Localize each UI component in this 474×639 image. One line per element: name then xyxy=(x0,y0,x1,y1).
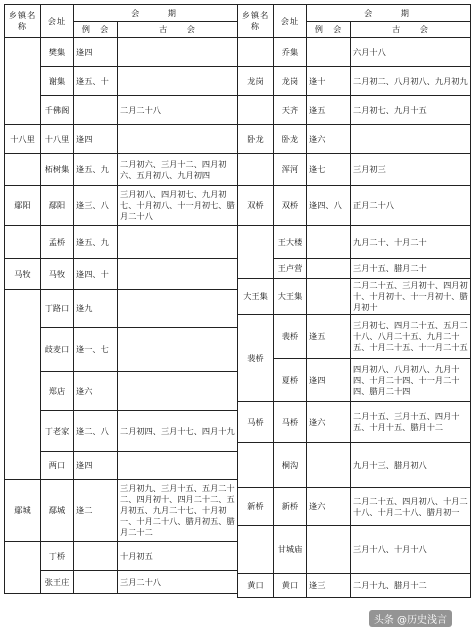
header-period-right: 会 期 xyxy=(307,5,471,22)
regular-fair-cell xyxy=(307,279,351,315)
ancient-fair-cell: 二月二十五、四月初八、十月二十八、十月二十八、腊月初一 xyxy=(351,488,471,526)
ancient-fair-cell xyxy=(118,226,238,259)
town-cell xyxy=(238,526,274,574)
ancient-fair-cell xyxy=(118,259,238,290)
site-cell: 郑店 xyxy=(41,372,74,411)
ancient-fair-cell xyxy=(118,290,238,328)
ancient-fair-cell: 三月十八、十月十八 xyxy=(351,526,471,574)
ancient-fair-cell xyxy=(118,67,238,96)
fair-schedule-page xyxy=(4,4,470,635)
regular-fair-cell: 逢四 xyxy=(307,359,351,402)
ancient-fair-cell: 三月初八、四月初七、九月初七、十月初八、十一月初七、腊月二十八 xyxy=(118,186,238,226)
regular-fair-cell: 逢四 xyxy=(74,38,118,67)
regular-fair-cell: 逢五、十 xyxy=(74,67,118,96)
town-cell xyxy=(5,154,41,186)
regular-fair-cell: 逢三 xyxy=(307,574,351,598)
ancient-fair-cell: 三月初七、四月二十五、五月二十八、八月二十五、九月二十五、十月二十五、十一月二十五 xyxy=(351,315,471,359)
site-cell: 十八里 xyxy=(41,125,74,154)
regular-fair-cell: 逢十 xyxy=(307,67,351,96)
header-site: 会址 xyxy=(41,5,74,38)
ancient-fair-cell: 六月十八 xyxy=(351,38,471,67)
left-table-body xyxy=(5,38,238,594)
ancient-fair-cell: 二月初四、三月十七、四月十九 xyxy=(118,411,238,452)
ancient-fair-cell: 三月二十八 xyxy=(118,571,238,594)
ancient-fair-cell: 二月十五、三月十五、四月十五、十月十五、腊月十二 xyxy=(351,402,471,443)
regular-fair-cell: 逢六 xyxy=(307,125,351,154)
town-cell xyxy=(238,96,274,125)
regular-fair-cell xyxy=(307,38,351,67)
table-row xyxy=(238,154,471,186)
watermark: 头条 @历史浅言 xyxy=(369,610,452,627)
town-cell: 黄口 xyxy=(238,574,274,598)
ancient-fair-cell xyxy=(118,38,238,67)
ancient-fair-cell: 二月二十五、三月初十、四月初十、十月初十、十一月初十、腊月初十 xyxy=(351,279,471,315)
site-cell: 龙岗 xyxy=(274,67,307,96)
table-row xyxy=(5,480,238,542)
town-cell xyxy=(5,542,41,594)
ancient-fair-cell: 四月初八、八月初八、九月十四、十月二十四、十一月二十四、腊月二十四 xyxy=(351,359,471,402)
site-cell: 裴桥 xyxy=(274,315,307,359)
regular-fair-cell xyxy=(307,526,351,574)
regular-fair-cell: 逢五 xyxy=(307,96,351,125)
regular-fair-cell: 逢九 xyxy=(74,290,118,328)
table-row xyxy=(5,542,238,571)
regular-fair-cell: 逢二、八 xyxy=(74,411,118,452)
regular-fair-cell: 逢三、八 xyxy=(74,186,118,226)
table-row xyxy=(238,315,471,359)
town-cell: 龙岗 xyxy=(238,67,274,96)
regular-fair-cell: 逢五、九 xyxy=(74,226,118,259)
table-row xyxy=(5,38,238,67)
table-row xyxy=(238,279,471,315)
ancient-fair-cell xyxy=(118,452,238,480)
site-cell: 甘城庙 xyxy=(274,526,307,574)
table-row xyxy=(238,443,471,488)
header-town: 乡镇名称 xyxy=(5,5,41,38)
table-row xyxy=(238,226,471,259)
table-row xyxy=(5,125,238,154)
ancient-fair-cell: 九月二十、十月二十 xyxy=(351,226,471,259)
site-cell: 马桥 xyxy=(274,402,307,443)
table-row xyxy=(238,526,471,574)
ancient-fair-cell xyxy=(351,125,471,154)
header-period: 会 期 xyxy=(74,5,238,22)
table-row xyxy=(238,96,471,125)
site-cell: 夏桥 xyxy=(274,359,307,402)
table-row xyxy=(5,259,238,290)
left-fair-table xyxy=(4,4,238,594)
site-cell: 千佛阁 xyxy=(41,96,74,125)
site-cell: 王卢营 xyxy=(274,259,307,279)
town-cell xyxy=(238,443,274,488)
town-cell xyxy=(238,38,274,67)
site-cell: 谢集 xyxy=(41,67,74,96)
table-row xyxy=(238,125,471,154)
regular-fair-cell xyxy=(74,96,118,125)
header-site-right: 会址 xyxy=(274,5,307,38)
site-cell: 卧龙 xyxy=(274,125,307,154)
site-cell: 张王庄 xyxy=(41,571,74,594)
table-row xyxy=(238,402,471,443)
regular-fair-cell xyxy=(74,542,118,571)
table-row xyxy=(238,38,471,67)
town-cell: 马桥 xyxy=(238,402,274,443)
ancient-fair-cell: 十月初五 xyxy=(118,542,238,571)
ancient-fair-cell: 二月二十八 xyxy=(118,96,238,125)
town-cell: 马牧 xyxy=(5,259,41,290)
site-cell: 歧麦口 xyxy=(41,328,74,372)
regular-fair-cell xyxy=(307,259,351,279)
regular-fair-cell: 逢一、七 xyxy=(74,328,118,372)
regular-fair-cell: 逢四、十 xyxy=(74,259,118,290)
town-cell: 卧龙 xyxy=(238,125,274,154)
regular-fair-cell: 逢四 xyxy=(74,125,118,154)
site-cell: 鄢城 xyxy=(41,480,74,542)
regular-fair-cell xyxy=(307,226,351,259)
town-cell: 鄢城 xyxy=(5,480,41,542)
table-row xyxy=(5,290,238,328)
regular-fair-cell xyxy=(307,443,351,488)
town-cell xyxy=(5,226,41,259)
table-row xyxy=(238,186,471,226)
regular-fair-cell: 逢六 xyxy=(307,402,351,443)
regular-fair-cell: 逢五 xyxy=(307,315,351,359)
town-cell: 双桥 xyxy=(238,186,274,226)
ancient-fair-cell: 二月十九、腊月十二 xyxy=(351,574,471,598)
ancient-fair-cell: 九月十三、腊月初八 xyxy=(351,443,471,488)
ancient-fair-cell: 正月二十八 xyxy=(351,186,471,226)
site-cell: 桐沟 xyxy=(274,443,307,488)
site-cell: 王大楼 xyxy=(274,226,307,259)
regular-fair-cell: 逢七 xyxy=(307,154,351,186)
town-cell xyxy=(238,154,274,186)
town-cell: 鄢阳 xyxy=(5,186,41,226)
regular-fair-cell: 逢二 xyxy=(74,480,118,542)
town-cell: 裴桥 xyxy=(238,315,274,402)
site-cell: 丁老家 xyxy=(41,411,74,452)
town-cell: 十八里 xyxy=(5,125,41,154)
site-cell: 黄口 xyxy=(274,574,307,598)
site-cell: 天齐 xyxy=(274,96,307,125)
regular-fair-cell: 逢六 xyxy=(307,488,351,526)
ancient-fair-cell: 三月初九、三月十五、五月二十二、四月初十、四月二十二、五月初五、九月二十七、十月初一、十月二十八、腊月初五、腊月二十二 xyxy=(118,480,238,542)
ancient-fair-cell xyxy=(118,125,238,154)
table-row xyxy=(5,154,238,186)
regular-fair-cell: 逢五、九 xyxy=(74,154,118,186)
ancient-fair-cell: 三月初三 xyxy=(351,154,471,186)
header-town-right: 乡镇名称 xyxy=(238,5,274,38)
site-cell: 柘树集 xyxy=(41,154,74,186)
regular-fair-cell: 逢四、八 xyxy=(307,186,351,226)
regular-fair-cell: 逢六 xyxy=(74,372,118,411)
site-cell: 鄢阳 xyxy=(41,186,74,226)
town-cell xyxy=(5,290,41,480)
site-cell: 丁路口 xyxy=(41,290,74,328)
site-cell: 大王集 xyxy=(274,279,307,315)
header-ancient: 古 会 xyxy=(118,22,238,38)
ancient-fair-cell: 三月十五、腊月二十 xyxy=(351,259,471,279)
site-cell: 孟桥 xyxy=(41,226,74,259)
site-cell: 浑河 xyxy=(274,154,307,186)
ancient-fair-cell: 二月初六、三月十二、四月初六、五月初八、九月初四 xyxy=(118,154,238,186)
header-regular: 例 会 xyxy=(74,22,118,38)
table-row xyxy=(5,186,238,226)
regular-fair-cell: 逢四 xyxy=(74,452,118,480)
ancient-fair-cell xyxy=(118,328,238,372)
header-ancient-right: 古 会 xyxy=(351,22,471,38)
site-cell: 乔集 xyxy=(274,38,307,67)
table-row xyxy=(5,226,238,259)
table-row xyxy=(238,488,471,526)
right-fair-table xyxy=(237,4,471,598)
site-cell: 樊集 xyxy=(41,38,74,67)
ancient-fair-cell xyxy=(118,372,238,411)
site-cell: 马牧 xyxy=(41,259,74,290)
right-table-body xyxy=(238,38,471,598)
site-cell: 新桥 xyxy=(274,488,307,526)
town-cell xyxy=(5,38,41,125)
regular-fair-cell xyxy=(74,571,118,594)
town-cell xyxy=(238,226,274,279)
site-cell: 丁桥 xyxy=(41,542,74,571)
ancient-fair-cell: 二月初七、九月十五 xyxy=(351,96,471,125)
site-cell: 两口 xyxy=(41,452,74,480)
town-cell: 新桥 xyxy=(238,488,274,526)
table-row xyxy=(238,574,471,598)
table-row xyxy=(238,67,471,96)
site-cell: 双桥 xyxy=(274,186,307,226)
ancient-fair-cell: 二月初二、八月初八、九月初九 xyxy=(351,67,471,96)
town-cell: 大王集 xyxy=(238,279,274,315)
header-regular-right: 例 会 xyxy=(307,22,351,38)
